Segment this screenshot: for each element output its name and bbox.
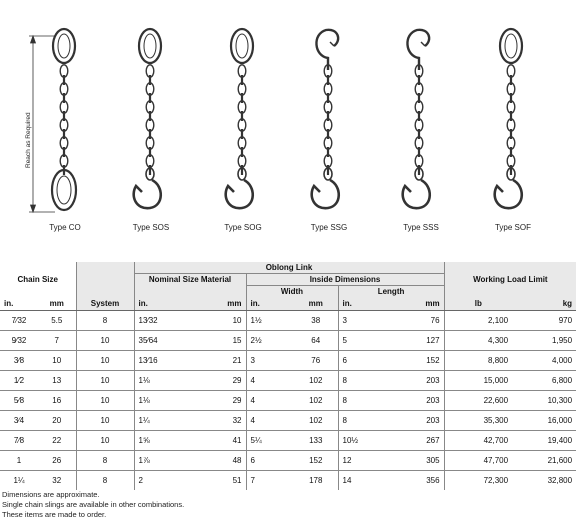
cell-w-mm: 102 bbox=[294, 411, 338, 431]
cell-nom-in: 13⁄32 bbox=[134, 311, 186, 331]
cell-l-mm: 127 bbox=[392, 331, 444, 351]
cell-nom-mm: 32 bbox=[186, 411, 246, 431]
note-other-combinations: Single chain slings are available in other combinations. bbox=[2, 500, 185, 509]
cell-kg: 1,950 bbox=[512, 331, 576, 351]
cell-kg: 6,800 bbox=[512, 371, 576, 391]
cell-chain-mm: 10 bbox=[38, 351, 76, 371]
table-row bbox=[0, 431, 576, 451]
width-mm-header: mm bbox=[294, 297, 338, 311]
reach-label: Reach as Required bbox=[25, 112, 32, 168]
cell-w-in: 4 bbox=[246, 391, 294, 411]
cell-l-in: 8 bbox=[338, 371, 392, 391]
cell-chain-in: 1 bbox=[0, 451, 38, 471]
table-row bbox=[0, 311, 576, 331]
cell-lb: 22,600 bbox=[444, 391, 512, 411]
cell-chain-in: 1⁄2 bbox=[0, 371, 38, 391]
chain-size-header: Chain Size bbox=[17, 274, 58, 284]
working-load-limit-header: Working Load Limit bbox=[444, 274, 576, 286]
cell-w-in: 3 bbox=[246, 351, 294, 371]
type-label-ssg: Type SSG bbox=[310, 223, 348, 232]
cell-chain-in: 7⁄8 bbox=[0, 431, 38, 451]
cell-l-in: 8 bbox=[338, 391, 392, 411]
nominal-mm-header: mm bbox=[186, 297, 246, 311]
type-label-sos: Type SOS bbox=[132, 223, 170, 232]
type-label-sss: Type SSS bbox=[403, 223, 439, 232]
sling-drawing bbox=[0, 0, 576, 245]
sling-3 bbox=[226, 29, 253, 208]
cell-nom-in: 1⅞ bbox=[134, 451, 186, 471]
type-label-sog: Type SOG bbox=[224, 223, 262, 232]
cell-chain-mm: 26 bbox=[38, 451, 76, 471]
cell-w-in: 1½ bbox=[246, 311, 294, 331]
cell-lb: 47,700 bbox=[444, 451, 512, 471]
table-row bbox=[0, 331, 576, 351]
table-row bbox=[0, 451, 576, 471]
cell-l-in: 6 bbox=[338, 351, 392, 371]
length-mm-header: mm bbox=[392, 297, 444, 311]
cell-w-mm: 133 bbox=[294, 431, 338, 451]
cell-l-in: 8 bbox=[338, 411, 392, 431]
sling-5 bbox=[403, 30, 430, 208]
chain-sling-illustrations bbox=[0, 0, 576, 245]
cell-nom-mm: 51 bbox=[186, 471, 246, 491]
cell-nom-mm: 29 bbox=[186, 371, 246, 391]
cell-nom-mm: 41 bbox=[186, 431, 246, 451]
cell-chain-mm: 20 bbox=[38, 411, 76, 431]
oblong-link-header: Oblong Link bbox=[134, 262, 444, 274]
cell-w-in: 5¼ bbox=[246, 431, 294, 451]
lb-header: lb bbox=[444, 297, 512, 311]
width-in-header: in. bbox=[246, 297, 294, 311]
cell-lb: 72,300 bbox=[444, 471, 512, 491]
cell-w-mm: 76 bbox=[294, 351, 338, 371]
cell-lb: 35,300 bbox=[444, 411, 512, 431]
cell-kg: 10,300 bbox=[512, 391, 576, 411]
cell-chain-in: 9⁄32 bbox=[0, 331, 38, 351]
cell-system: 10 bbox=[76, 371, 134, 391]
cell-system: 10 bbox=[76, 351, 134, 371]
length-in-header: in. bbox=[338, 297, 392, 311]
cell-chain-mm: 16 bbox=[38, 391, 76, 411]
cell-nom-in: 1⅛ bbox=[134, 391, 186, 411]
cell-chain-in: 5⁄8 bbox=[0, 391, 38, 411]
cell-system: 8 bbox=[76, 311, 134, 331]
cell-w-in: 6 bbox=[246, 451, 294, 471]
cell-l-in: 10½ bbox=[338, 431, 392, 451]
cell-nom-in: 1⅛ bbox=[134, 371, 186, 391]
cell-l-in: 5 bbox=[338, 331, 392, 351]
inside-dimensions-header: Inside Dimensions bbox=[246, 274, 444, 286]
cell-l-in: 12 bbox=[338, 451, 392, 471]
cell-l-mm: 203 bbox=[392, 411, 444, 431]
cell-nom-mm: 29 bbox=[186, 391, 246, 411]
cell-system: 10 bbox=[76, 411, 134, 431]
cell-nom-in: 2 bbox=[134, 471, 186, 491]
cell-w-mm: 102 bbox=[294, 371, 338, 391]
sling-4 bbox=[312, 30, 339, 208]
cell-lb: 8,800 bbox=[444, 351, 512, 371]
cell-lb: 4,300 bbox=[444, 331, 512, 351]
table-row bbox=[0, 471, 576, 491]
cell-l-mm: 267 bbox=[392, 431, 444, 451]
sling-2 bbox=[134, 29, 161, 208]
cell-chain-mm: 7 bbox=[38, 331, 76, 351]
type-label-sof: Type SOF bbox=[494, 223, 531, 232]
cell-l-mm: 356 bbox=[392, 471, 444, 491]
note-approximate: Dimensions are approximate. bbox=[2, 490, 100, 499]
table-notes bbox=[2, 490, 184, 520]
cell-kg: 21,600 bbox=[512, 451, 576, 471]
cell-l-mm: 203 bbox=[392, 391, 444, 411]
cell-kg: 19,400 bbox=[512, 431, 576, 451]
cell-kg: 32,800 bbox=[512, 471, 576, 491]
table-row bbox=[0, 371, 576, 391]
chain-in-header: in. bbox=[0, 297, 38, 311]
cell-chain-in: 1¼ bbox=[0, 471, 38, 491]
cell-nom-in: 1⅝ bbox=[134, 431, 186, 451]
nominal-size-header: Nominal Size Material bbox=[134, 274, 246, 286]
cell-system: 10 bbox=[76, 431, 134, 451]
sling-1 bbox=[52, 29, 76, 210]
cell-chain-mm: 5.5 bbox=[38, 311, 76, 331]
chain-mm-header: mm bbox=[38, 297, 76, 311]
cell-nom-in: 35⁄64 bbox=[134, 331, 186, 351]
cell-nom-mm: 15 bbox=[186, 331, 246, 351]
chain-sling-spec-table bbox=[0, 262, 576, 490]
cell-w-mm: 38 bbox=[294, 311, 338, 331]
cell-chain-mm: 13 bbox=[38, 371, 76, 391]
cell-w-in: 7 bbox=[246, 471, 294, 491]
cell-lb: 2,100 bbox=[444, 311, 512, 331]
cell-nom-in: 13⁄16 bbox=[134, 351, 186, 371]
cell-w-in: 4 bbox=[246, 371, 294, 391]
cell-chain-mm: 22 bbox=[38, 431, 76, 451]
note-made-to-order: These items are made to order. bbox=[2, 510, 107, 519]
cell-l-mm: 152 bbox=[392, 351, 444, 371]
table-row bbox=[0, 411, 576, 431]
cell-nom-mm: 10 bbox=[186, 311, 246, 331]
cell-l-mm: 305 bbox=[392, 451, 444, 471]
cell-w-mm: 102 bbox=[294, 391, 338, 411]
cell-chain-in: 7⁄32 bbox=[0, 311, 38, 331]
cell-lb: 42,700 bbox=[444, 431, 512, 451]
table-row bbox=[0, 391, 576, 411]
cell-w-mm: 152 bbox=[294, 451, 338, 471]
cell-lb: 15,000 bbox=[444, 371, 512, 391]
system-header: System bbox=[76, 297, 134, 311]
cell-w-mm: 64 bbox=[294, 331, 338, 351]
table-row bbox=[0, 351, 576, 371]
cell-kg: 16,000 bbox=[512, 411, 576, 431]
reach-dimension bbox=[29, 36, 55, 212]
cell-nom-in: 1¼ bbox=[134, 411, 186, 431]
cell-l-in: 3 bbox=[338, 311, 392, 331]
cell-kg: 4,000 bbox=[512, 351, 576, 371]
type-label-co: Type CO bbox=[49, 223, 81, 232]
cell-kg: 970 bbox=[512, 311, 576, 331]
cell-w-in: 4 bbox=[246, 411, 294, 431]
cell-w-in: 2½ bbox=[246, 331, 294, 351]
cell-l-mm: 76 bbox=[392, 311, 444, 331]
cell-chain-in: 3⁄8 bbox=[0, 351, 38, 371]
nominal-in-header: in. bbox=[134, 297, 186, 311]
cell-chain-mm: 32 bbox=[38, 471, 76, 491]
width-header: Width bbox=[246, 286, 338, 298]
cell-system: 10 bbox=[76, 391, 134, 411]
length-header: Length bbox=[338, 286, 444, 298]
cell-chain-in: 3⁄4 bbox=[0, 411, 38, 431]
cell-l-mm: 203 bbox=[392, 371, 444, 391]
cell-system: 8 bbox=[76, 471, 134, 491]
cell-nom-mm: 48 bbox=[186, 451, 246, 471]
cell-system: 8 bbox=[76, 451, 134, 471]
sling-6 bbox=[495, 29, 522, 208]
cell-w-mm: 178 bbox=[294, 471, 338, 491]
cell-l-in: 14 bbox=[338, 471, 392, 491]
cell-system: 10 bbox=[76, 331, 134, 351]
cell-nom-mm: 21 bbox=[186, 351, 246, 371]
kg-header: kg bbox=[512, 297, 576, 311]
